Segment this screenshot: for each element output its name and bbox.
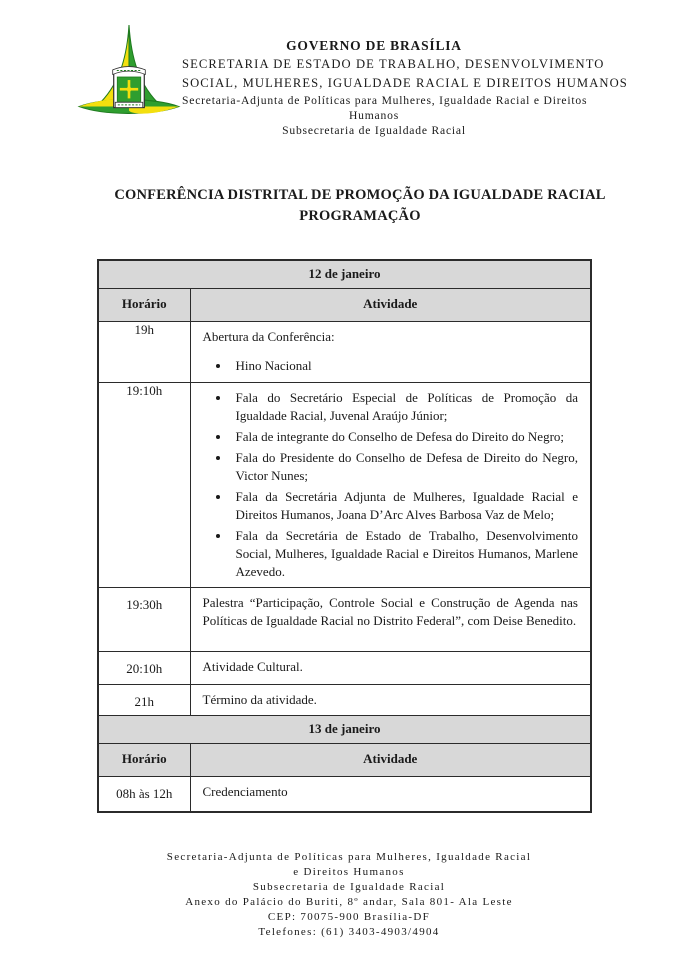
table-row	[98, 684, 591, 715]
column-header-horario: Horário	[98, 288, 190, 321]
letterhead-text	[182, 0, 628, 138]
subsecretariat-name: Subsecretaria de Igualdade Racial	[282, 124, 466, 137]
time-cell: 19:30h	[98, 587, 190, 651]
bullet-item: • Fala da Secretária de Estado de Trabalho, Desenvolvimento Social, Mulheres, Igualdade Racial e Direitos Humanos, Marlene Azevedo.	[231, 527, 579, 581]
table-row	[98, 382, 591, 587]
table-row	[98, 743, 591, 776]
table-row	[98, 288, 591, 321]
secretariat-name-line1: SECRETARIA DE ESTADO DE TRABALHO, DESENVOLVIMENTO	[182, 57, 605, 71]
footer-line: Telefones: (61) 3403-4903/4904	[258, 926, 440, 938]
schedule-table	[97, 259, 592, 813]
time-cell: 19:10h	[98, 382, 190, 587]
table-row	[98, 321, 591, 382]
footer-line: Subsecretaria de Igualdade Racial	[252, 881, 446, 893]
title-line-2: PROGRAMAÇÃO	[299, 208, 421, 224]
brasilia-coat-of-arms-icon	[76, 24, 182, 130]
footer-line: e Direitos Humanos	[293, 866, 405, 878]
time-cell: 08h às 12h	[98, 776, 190, 812]
activity-cell	[190, 382, 591, 587]
bullet-item: • Fala do Secretário Especial de Políticas de Promoção da Igualdade Racial, Juvenal Araújo Júnior;	[231, 389, 579, 425]
column-header-atividade: Atividade	[190, 743, 591, 776]
government-name: GOVERNO DE BRASÍLIA	[286, 38, 462, 53]
table-row	[98, 715, 591, 743]
adjunct-secretariat-line1: Secretaria-Adjunta de Políticas para Mulheres, Igualdade Racial e Direitos	[182, 94, 588, 107]
activity-cell	[190, 321, 591, 382]
bullet-list	[203, 389, 579, 581]
bullet-item: • Fala da Secretária Adjunta de Mulheres, Igualdade Racial e Direitos Humanos, Joana D’Arc Alves Barbosa Vaz de Melo;	[231, 488, 579, 524]
title-line-1: CONFERÊNCIA DISTRITAL DE PROMOÇÃO DA IGUALDADE RACIAL	[114, 187, 606, 203]
activity-cell: Atividade Cultural.	[190, 651, 591, 684]
activity-cell: Palestra “Participação, Controle Social e Construção de Agenda nas Políticas de Igualdade Racial no Distrito Federal”, com Deise Benedito.	[190, 587, 591, 651]
bullet-list	[203, 357, 579, 375]
bullet-item: • Fala do Presidente do Conselho de Defesa de Direito do Negro, Victor Nunes;	[231, 449, 579, 485]
activity-intro: Abertura da Conferência:	[202, 328, 335, 344]
footer-line: CEP: 70075-900 Brasília-DF	[267, 911, 431, 923]
date-header-13-janeiro: 13 de janeiro	[98, 715, 591, 743]
column-header-atividade: Atividade	[190, 288, 591, 321]
bullet-item: • Fala de integrante do Conselho de Defesa do Direito do Negro;	[231, 428, 579, 446]
document-footer	[0, 850, 684, 940]
activity-cell: Credenciamento	[190, 776, 591, 812]
letterhead	[0, 0, 684, 138]
table-row	[98, 651, 591, 684]
secretariat-name-line2: SOCIAL, MULHERES, IGUALDADE RACIAL E DIREITOS HUMANOS	[182, 76, 628, 90]
adjunct-secretariat-line2: Humanos	[348, 109, 400, 122]
time-cell: 19h	[98, 321, 190, 382]
time-cell: 21h	[98, 684, 190, 715]
column-header-horario: Horário	[98, 743, 190, 776]
activity-cell: Término da atividade.	[190, 684, 591, 715]
table-row	[98, 587, 591, 651]
date-header-12-janeiro: 12 de janeiro	[98, 260, 591, 288]
footer-line: Secretaria-Adjunta de Políticas para Mulheres, Igualdade Racial	[166, 851, 532, 863]
footer-line: Anexo do Palácio do Buriti, 8º andar, Sala 801- Ala Leste	[185, 896, 513, 908]
bullet-item: • Hino Nacional	[231, 357, 579, 375]
table-row	[98, 776, 591, 812]
time-cell: 20:10h	[98, 651, 190, 684]
page-title	[0, 185, 684, 227]
table-row	[98, 260, 591, 288]
